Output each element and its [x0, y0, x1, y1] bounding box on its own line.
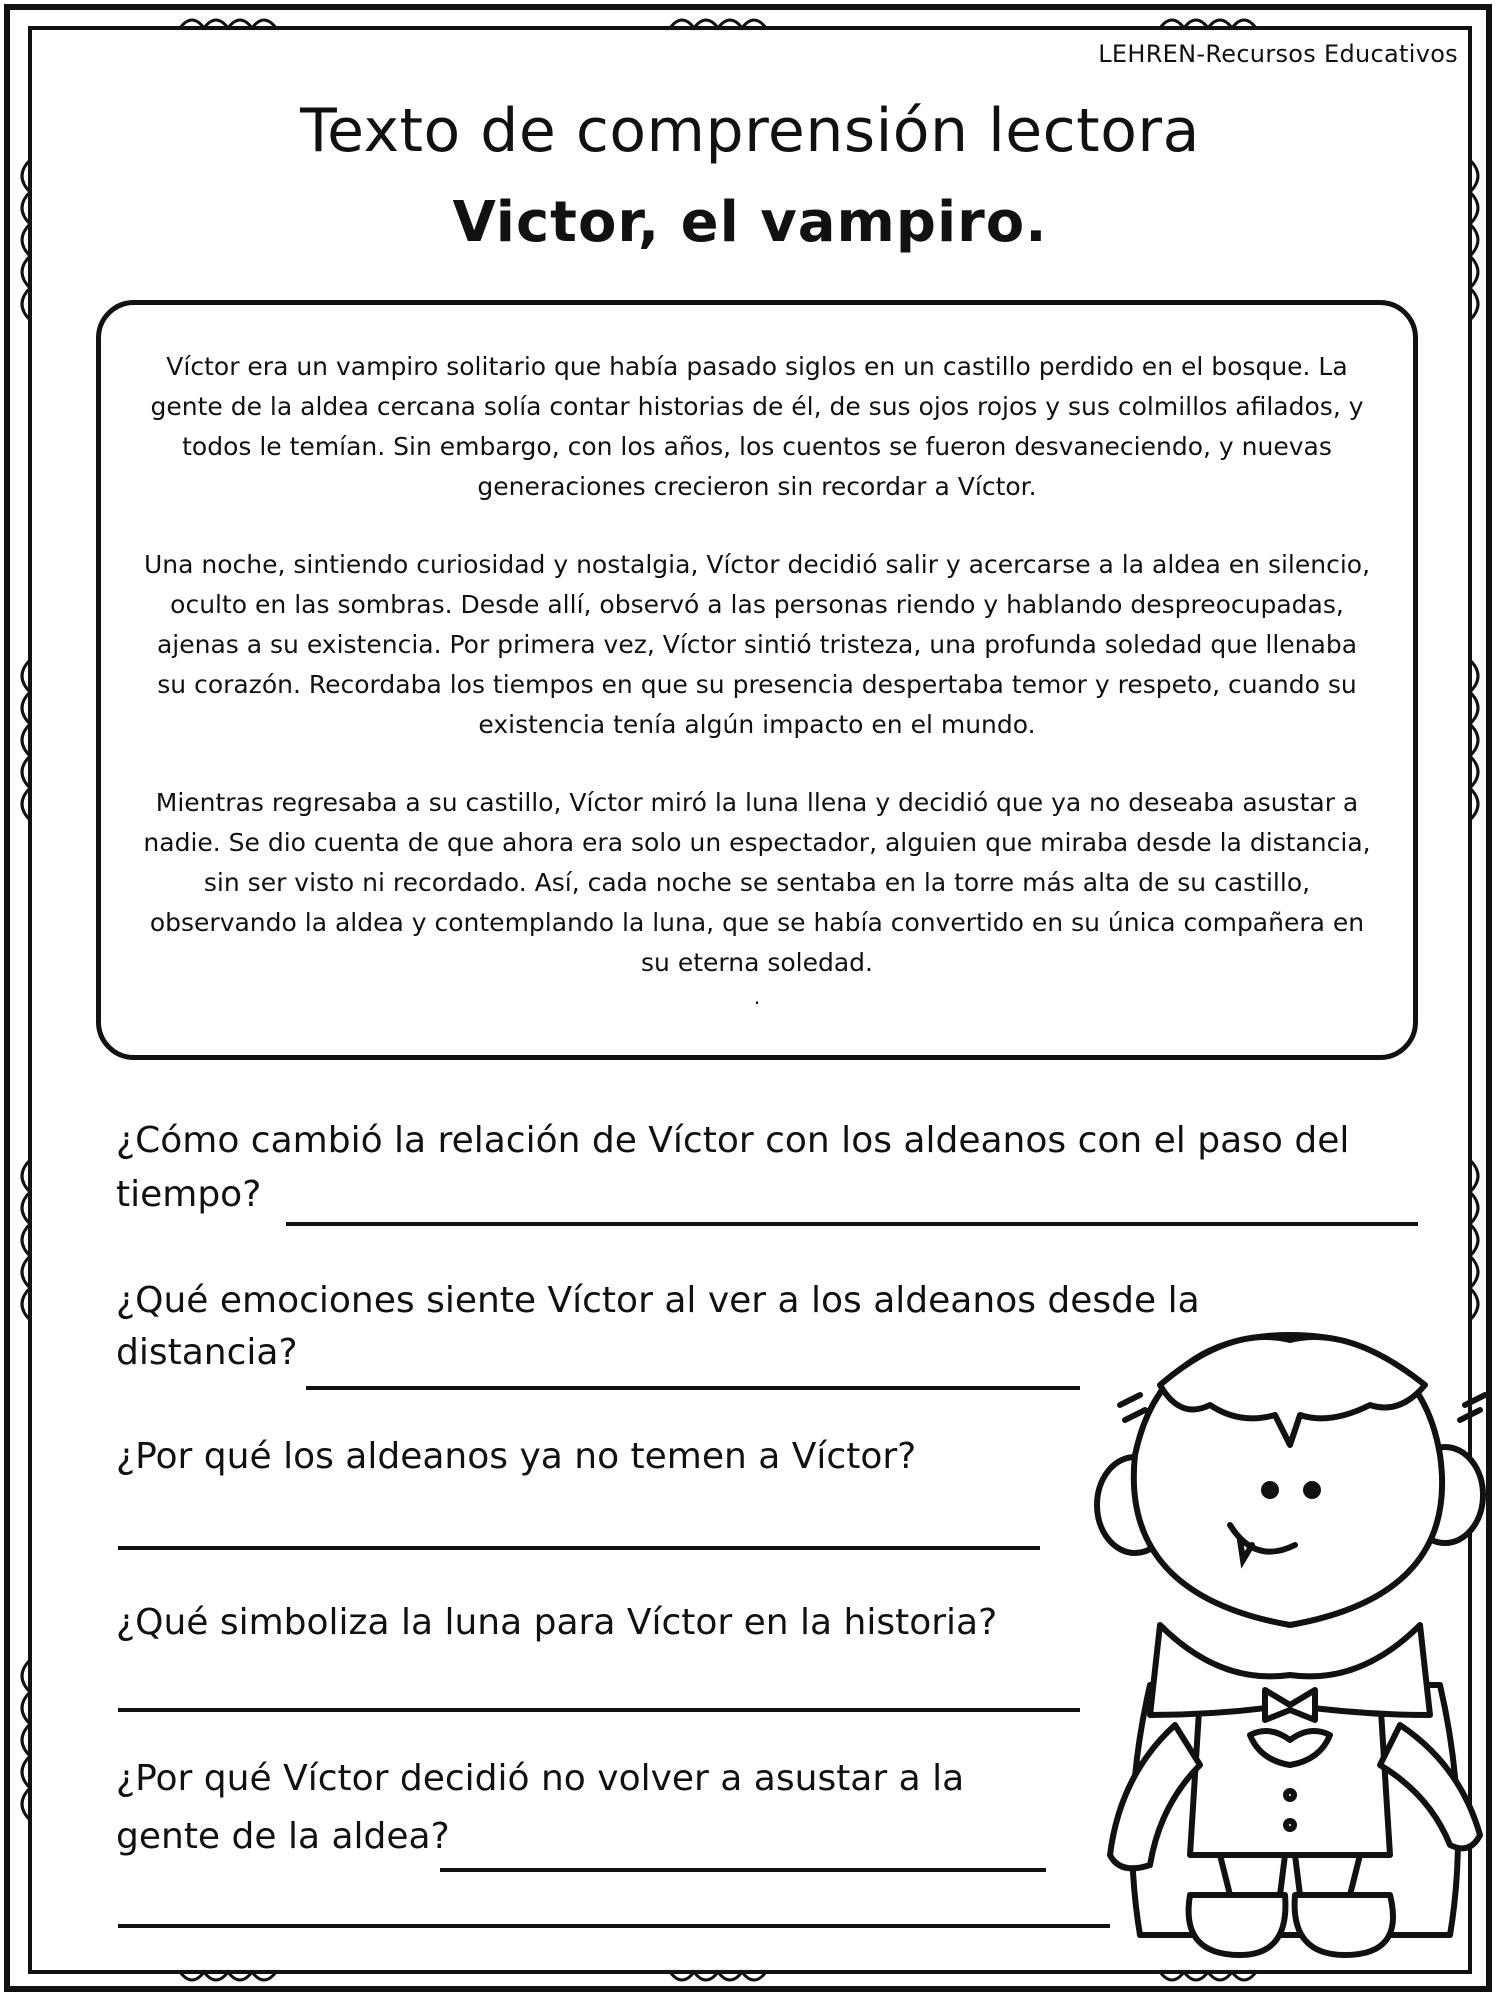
story-text-box — [96, 300, 1418, 1060]
brand-label: LEHREN-Recursos Educativos — [1098, 40, 1458, 68]
answer-line-5a[interactable] — [440, 1868, 1046, 1872]
answer-line-3[interactable] — [118, 1546, 1040, 1550]
story-trailing-mark: . — [753, 985, 761, 1009]
question-5-line-1: ¿Por qué Víctor decidió no volver a asustar a la — [116, 1758, 965, 1799]
answer-line-1[interactable] — [286, 1222, 1418, 1226]
story-paragraph-2: Una noche, sintiendo curiosidad y nostalgia, Víctor decidió salir y acercarse a la aldea en silencio, oculto en las sombras. Desde allí, observó a las personas riendo y hablando despreocupadas, ajenas a su existencia. Por primera vez, Víctor sintió tristeza, una profunda soledad que llenaba su corazón. Recordaba los tiempos en que su presencia despertaba temor y respeto, cuando su existencia tenía algún impacto en el mundo. — [143, 550, 1371, 739]
question-5-line-2: gente de la aldea? — [116, 1816, 450, 1857]
question-1-line-2: tiempo? — [116, 1174, 262, 1215]
answer-line-2[interactable] — [306, 1386, 1080, 1390]
question-4: ¿Qué simboliza la luna para Víctor en la historia? — [116, 1602, 998, 1643]
question-2-line-1: ¿Qué emociones siente Víctor al ver a los aldeanos desde la — [116, 1280, 1200, 1321]
answer-line-5b[interactable] — [118, 1924, 1110, 1928]
answer-line-4[interactable] — [118, 1708, 1080, 1712]
page-title: Texto de comprensión lectora — [300, 96, 1200, 166]
story-paragraph-1: Víctor era un vampiro solitario que había pasado siglos en un castillo perdido en el bosque. La gente de la aldea cercana solía contar historias de él, de sus ojos rojos y sus colmillos afilados, y todos le temían. Sin embargo, con los años, los cuentos se fueron desvaneciendo, y nuevas generaciones crecieron sin recordar a Víctor. — [150, 352, 1364, 501]
question-1-line-1: ¿Cómo cambió la relación de Víctor con los aldeanos con el paso del — [116, 1120, 1350, 1161]
story-title: Victor, el vampiro. — [452, 190, 1048, 255]
vampire-boy-icon — [1080, 1295, 1490, 1965]
question-2-line-2: distancia? — [116, 1332, 298, 1373]
question-3: ¿Por qué los aldeanos ya no temen a Víctor? — [116, 1436, 917, 1477]
story-paragraph-3: Mientras regresaba a su castillo, Víctor miró la luna llena y decidió que ya no deseaba asustar a nadie. Se dio cuenta de que ahora era solo un espectador, alguien que miraba desde la distancia, sin ser visto ni recordado. Así, cada noche se sentaba en la torre más alta de su castillo, observando la aldea y contemplando la luna, que se había convertido en su única compañera en su eterna soledad. — [143, 788, 1371, 977]
